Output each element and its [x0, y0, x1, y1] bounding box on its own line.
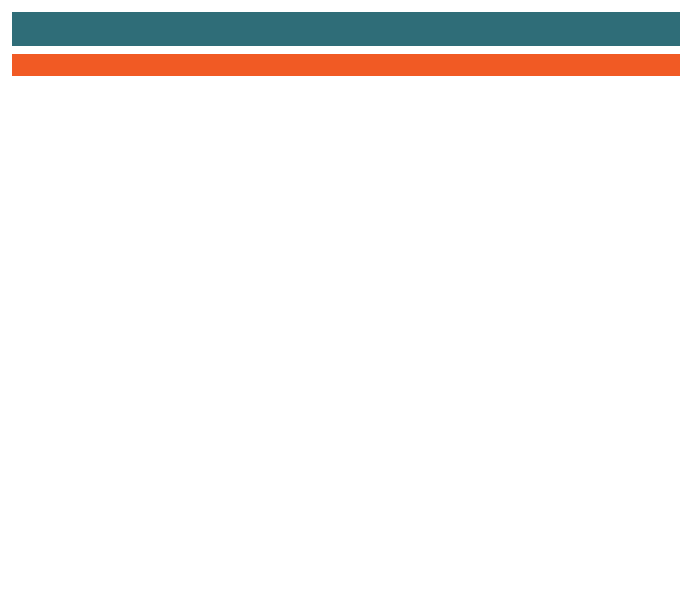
page-title [12, 12, 680, 46]
table-header [12, 54, 680, 76]
